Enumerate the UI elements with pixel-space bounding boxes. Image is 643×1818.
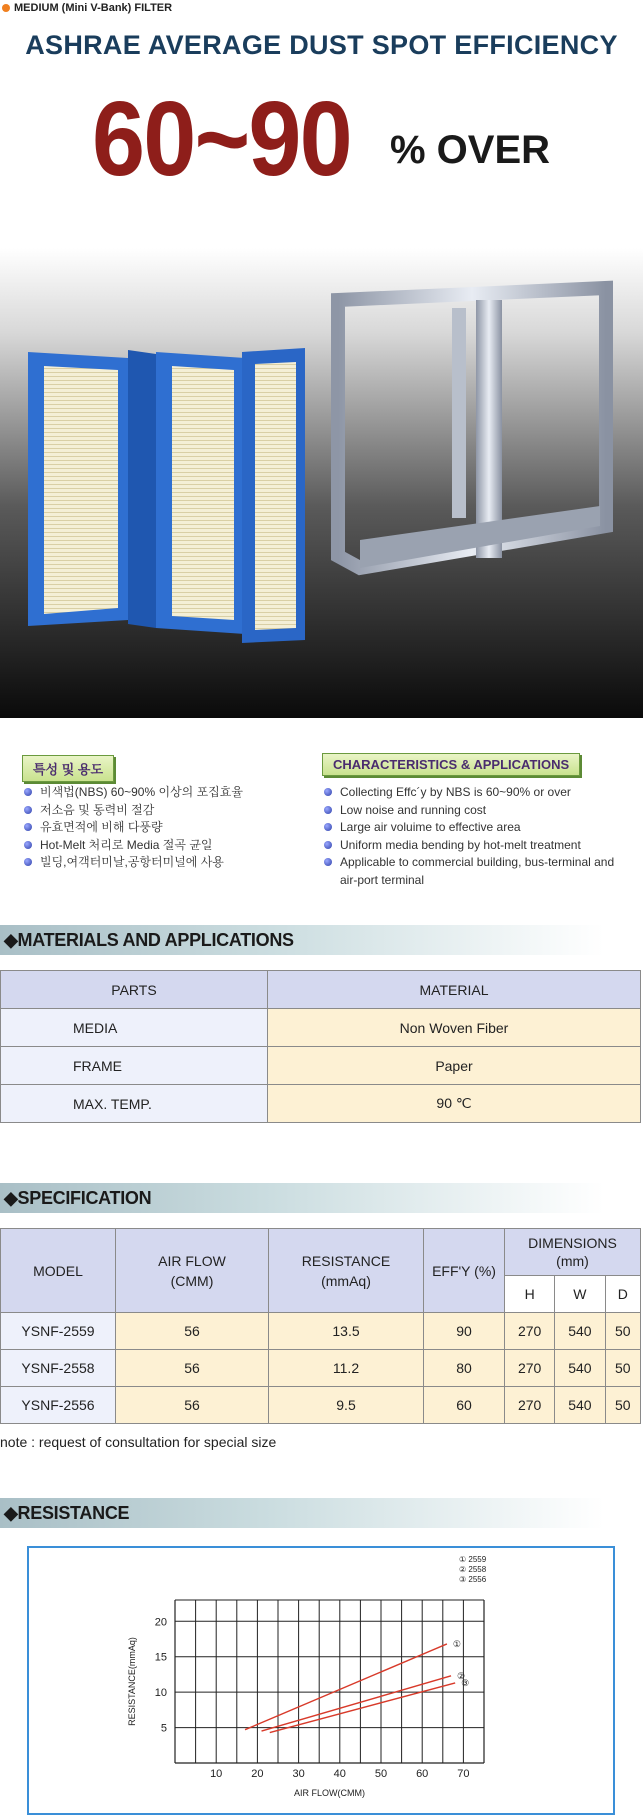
efficiency-suffix: % OVER — [390, 128, 551, 172]
table-header-row — [1, 1229, 641, 1276]
bullet-icon — [324, 806, 332, 814]
column-header-material: MATERIAL — [268, 971, 641, 1009]
x-tick-label: 10 — [210, 1768, 223, 1780]
list-item: Large air voluime to effective area — [324, 819, 624, 837]
w-cell: 540 — [555, 1387, 605, 1424]
x-tick-label: 40 — [333, 1768, 346, 1780]
table-row — [1, 1387, 641, 1424]
w-cell: 540 — [555, 1313, 605, 1350]
resistance-cell: 9.5 — [269, 1387, 424, 1424]
english-features-list — [324, 784, 624, 889]
bullet-icon — [24, 806, 32, 814]
materials-table — [0, 970, 641, 1123]
material-cell: 90 ℃ — [268, 1085, 641, 1123]
table-row — [1, 1047, 641, 1085]
h-cell: 270 — [505, 1387, 555, 1424]
efficiency-range: 60~90 — [92, 80, 351, 198]
x-tick-label: 70 — [457, 1768, 470, 1780]
d-cell: 50 — [605, 1350, 640, 1387]
legend-entry: ② 2558 — [459, 1565, 487, 1574]
table-header-row — [1, 971, 641, 1009]
bullet-icon — [24, 858, 32, 866]
korean-features-list — [24, 784, 304, 872]
list-item: Collecting Effc´y by NBS is 60~90% or over — [324, 784, 624, 802]
list-item: Applicable to commercial building, bus-terminal and air-port terminal — [324, 854, 624, 889]
column-header-h: H — [505, 1276, 555, 1313]
efficiency-cell: 90 — [424, 1313, 505, 1350]
model-cell: YSNF-2559 — [1, 1313, 116, 1350]
air-flow-cell: 56 — [116, 1313, 269, 1350]
english-features-label: CHARACTERISTICS & APPLICATIONS — [322, 753, 580, 776]
part-cell: MEDIA — [1, 1009, 268, 1047]
list-item: 저소음 및 동력비 절감 — [24, 802, 304, 820]
series-marker-2556: ③ — [461, 1677, 470, 1688]
table-row — [1, 1313, 641, 1350]
resistance-chart-frame — [27, 1546, 615, 1815]
air-flow-cell: 56 — [116, 1387, 269, 1424]
korean-features-label: 특성 및 용도 — [22, 755, 114, 782]
y-axis-label: RESISTANCE(mmAq) — [127, 1637, 137, 1726]
resistance-cell: 11.2 — [269, 1350, 424, 1387]
list-item: Uniform media bending by hot-melt treatment — [324, 837, 624, 855]
orange-bullet-icon — [2, 4, 10, 12]
bullet-icon — [324, 823, 332, 831]
column-header-w: W — [555, 1276, 605, 1313]
y-tick-label: 20 — [154, 1616, 167, 1629]
series-marker-2558: ② — [457, 1670, 466, 1681]
y-tick-label: 10 — [154, 1687, 167, 1700]
product-category-tag — [2, 2, 172, 14]
bullet-icon — [24, 823, 32, 831]
x-tick-label: 50 — [374, 1768, 388, 1780]
list-item: 비색법(NBS) 60~90% 이상의 포집효율 — [24, 784, 304, 802]
bullet-icon — [24, 841, 32, 849]
series-marker-2559: ① — [452, 1638, 461, 1649]
material-cell: Paper — [268, 1047, 641, 1085]
bullet-icon — [324, 858, 332, 866]
material-cell: Non Woven Fiber — [268, 1009, 641, 1047]
list-item: 빌딩,여객터미날,공항터미널에 사용 — [24, 854, 304, 872]
special-size-note: note : request of consultation for special size — [0, 1434, 277, 1450]
product-photo — [0, 248, 643, 718]
part-cell: FRAME — [1, 1047, 268, 1085]
model-cell: YSNF-2556 — [1, 1387, 116, 1424]
h-cell: 270 — [505, 1350, 555, 1387]
y-tick-label: 15 — [154, 1651, 167, 1664]
x-axis-label: AIR FLOW(CMM) — [294, 1788, 365, 1798]
x-tick-label: 30 — [292, 1768, 305, 1780]
part-cell: MAX. TEMP. — [1, 1085, 268, 1123]
materials-section-title: ◆MATERIALS AND APPLICATIONS — [0, 925, 604, 955]
x-tick-label: 60 — [416, 1768, 429, 1780]
h-cell: 270 — [505, 1313, 555, 1350]
efficiency-cell: 80 — [424, 1350, 505, 1387]
list-item: Low noise and running cost — [324, 802, 624, 820]
column-header-dimensions: DIMENSIONS (mm) — [505, 1229, 641, 1276]
v-bank-filter — [28, 348, 305, 643]
specification-table — [0, 1228, 641, 1424]
column-header-model: MODEL — [1, 1229, 116, 1313]
bullet-icon — [324, 788, 332, 796]
d-cell: 50 — [605, 1313, 640, 1350]
table-row — [1, 1350, 641, 1387]
column-header-parts: PARTS — [1, 971, 268, 1009]
bullet-icon — [324, 841, 332, 849]
air-flow-cell: 56 — [116, 1350, 269, 1387]
efficiency-cell: 60 — [424, 1387, 505, 1424]
bullet-icon — [24, 788, 32, 796]
list-item: 유효면적에 비해 다풍량 — [24, 819, 304, 837]
column-header-resistance: RESISTANCE (mmAq) — [269, 1229, 424, 1313]
column-header-air-flow: AIR FLOW (CMM) — [116, 1229, 269, 1313]
d-cell: 50 — [605, 1387, 640, 1424]
w-cell: 540 — [555, 1350, 605, 1387]
x-tick-label: 20 — [251, 1768, 264, 1780]
table-row — [1, 1085, 641, 1123]
y-tick-label: 5 — [160, 1722, 167, 1735]
column-header-d: D — [605, 1276, 640, 1313]
legend-entry: ③ 2556 — [459, 1575, 487, 1584]
headline: ASHRAE AVERAGE DUST SPOT EFFICIENCY — [25, 30, 618, 60]
model-cell: YSNF-2558 — [1, 1350, 116, 1387]
legend-entry: ① 2559 — [459, 1555, 487, 1564]
resistance-cell: 13.5 — [269, 1313, 424, 1350]
table-row — [1, 1009, 641, 1047]
list-item: Hot-Melt 처리로 Media 절곡 균일 — [24, 837, 304, 855]
resistance-section-title: ◆RESISTANCE — [0, 1498, 604, 1528]
specification-section-title: ◆SPECIFICATION — [0, 1183, 604, 1213]
resistance-chart — [29, 1548, 613, 1813]
product-category-text: MEDIUM (Mini V-Bank) FILTER — [14, 2, 173, 14]
column-header-efficiency: EFF'Y (%) — [424, 1229, 505, 1313]
